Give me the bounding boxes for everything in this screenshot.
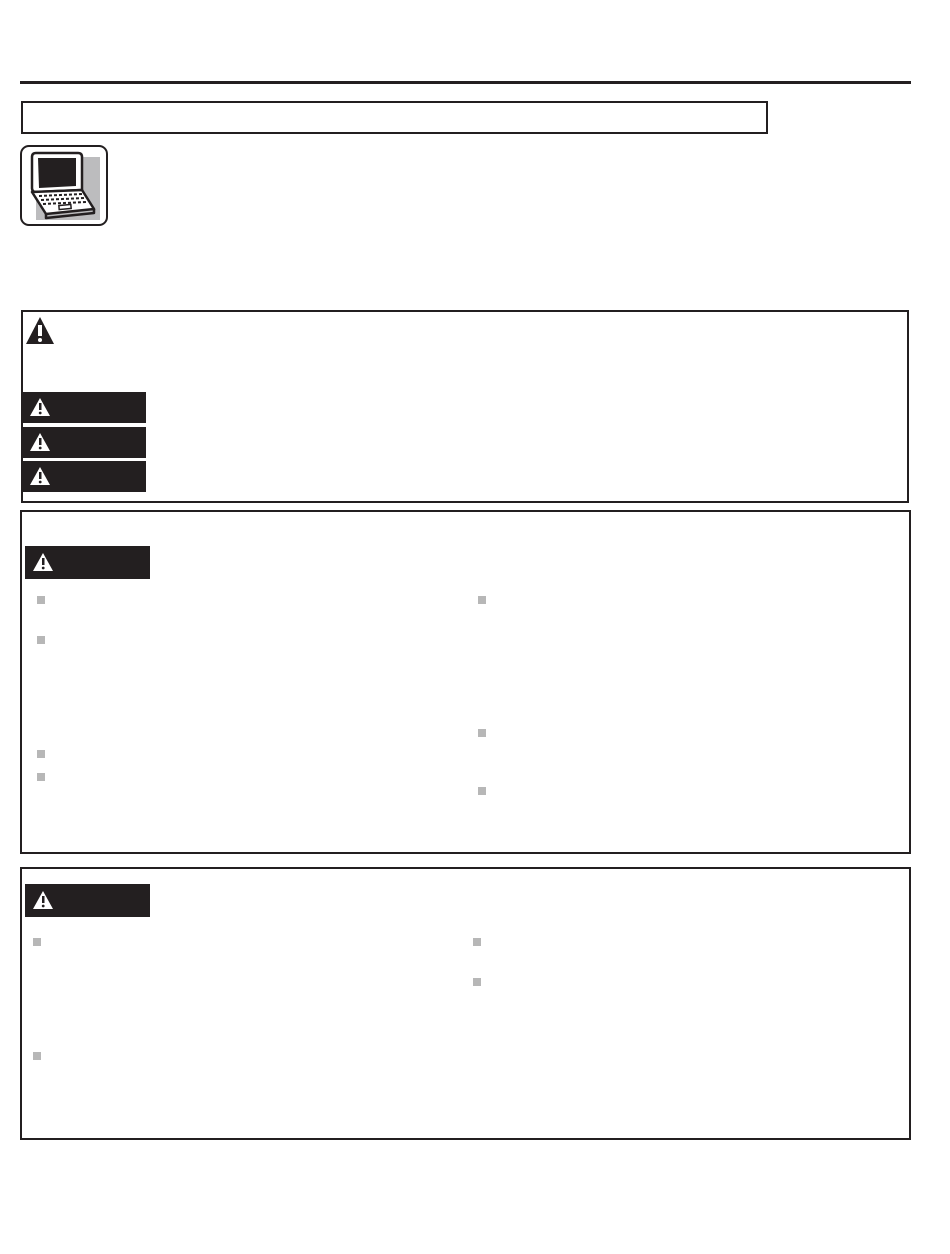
safety-signal-words-panel xyxy=(21,310,909,503)
bullet-icon xyxy=(37,596,45,604)
warning-bar-1 xyxy=(25,546,150,579)
bullet-icon xyxy=(473,938,481,946)
warning-triangle-icon xyxy=(29,397,51,417)
bullet-icon xyxy=(37,636,45,644)
bullet-icon xyxy=(478,596,486,604)
bullet-icon xyxy=(478,787,486,795)
bullet-icon xyxy=(478,729,486,737)
warning-panel-1 xyxy=(20,510,911,854)
warning-triangle-icon xyxy=(32,552,54,572)
laptop-icon xyxy=(22,147,108,226)
bullet-icon xyxy=(33,938,41,946)
warning-panel-2 xyxy=(20,867,911,1140)
warning-triangle-icon xyxy=(29,466,51,486)
warning-triangle-icon xyxy=(32,890,54,910)
signal-bar-danger xyxy=(23,392,146,423)
laptop-icon-badge xyxy=(20,145,108,226)
bullet-icon xyxy=(37,750,45,758)
section-title-box xyxy=(21,101,768,134)
warning-triangle-icon xyxy=(29,432,51,452)
warning-bar-2 xyxy=(25,884,150,917)
bullet-icon xyxy=(37,773,45,781)
signal-bar-warning xyxy=(23,427,146,458)
top-rule xyxy=(20,81,911,84)
warning-triangle-icon xyxy=(25,316,55,345)
signal-bar-caution xyxy=(23,461,146,492)
bullet-icon xyxy=(33,1052,41,1060)
bullet-icon xyxy=(473,978,481,986)
